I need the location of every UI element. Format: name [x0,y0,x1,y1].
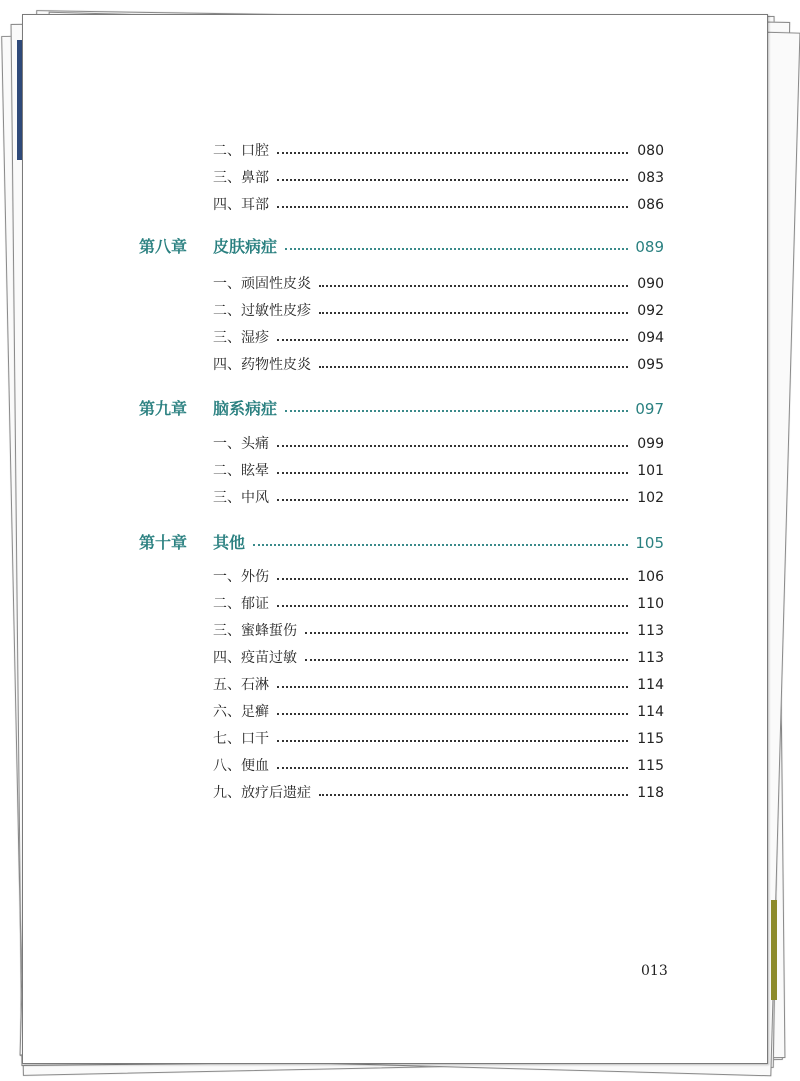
leader-dots [277,605,628,607]
toc-entry-label: 五、石淋 [213,674,275,696]
chapter-page-number: 089 [635,238,664,256]
toc-entry-row [23,701,767,723]
chapter-number: 第九章 [139,399,188,418]
leader-dots [305,659,628,661]
chapter-page-number: 105 [635,534,664,552]
leader-dots [277,767,628,769]
toc-entry-page-number: 102 [637,490,664,506]
toc-entry-page-number: 114 [637,704,664,720]
leader-dots [319,312,628,314]
toc-entry-page-number: 090 [637,276,664,292]
toc-entry-page-number: 106 [637,569,664,585]
leader-dots [319,285,628,287]
toc-entry-label: 二、郁证 [213,593,275,615]
toc-entry-row [23,300,767,322]
leader-dots [277,472,628,474]
toc-entry-label: 二、口腔 [213,140,275,162]
toc-entry-label: 一、头痛 [213,433,275,455]
toc-entry-page-number: 083 [637,170,664,186]
leader-dots [277,740,628,742]
leader-dots [277,713,628,715]
toc-entry-label: 八、便血 [213,755,275,777]
toc-entry-page-number: 101 [637,463,664,479]
chapter-number: 第十章 [139,533,188,552]
toc-entry-label: 六、足癣 [213,701,275,723]
toc-entry-page-number: 115 [637,731,664,747]
toc-entry-page-number: 118 [637,785,664,801]
toc-entry-row [23,354,767,376]
leader-dots [277,339,628,341]
toc-entry-label: 七、口干 [213,728,275,750]
toc-entry-label: 三、中风 [213,487,275,509]
leader-dots [305,632,628,634]
toc-chapter-row [23,397,767,419]
toc-entry-row [23,620,767,642]
leader-dots [319,366,628,368]
toc-entry-label: 三、湿疹 [213,327,275,349]
toc-entry-label: 九、放疗后遗症 [213,782,317,804]
toc-entry-page-number: 080 [637,143,664,159]
toc-entry-label: 二、过敏性皮疹 [213,300,317,322]
toc-entry-label: 四、疫苗过敏 [213,647,303,669]
toc-entry-page-number: 095 [637,357,664,373]
leader-dots [277,206,628,208]
toc-entry-page-number: 086 [637,197,664,213]
leader-dots [285,410,628,412]
toc-chapter-row [23,531,767,553]
toc-entry-label: 一、顽固性皮炎 [213,273,317,295]
leader-dots [277,445,628,447]
leader-dots [285,248,628,250]
chapter-number: 第八章 [139,237,188,256]
chapter-title: 皮肤病症 [213,237,278,256]
toc-entry-row [23,327,767,349]
toc-entry-row [23,674,767,696]
toc-entry-label: 二、眩晕 [213,460,275,482]
toc-entry-row [23,755,767,777]
toc-entry-page-number: 113 [637,623,664,639]
toc-page [22,14,768,1064]
toc-entry-label: 三、鼻部 [213,167,275,189]
toc-entry-label: 四、药物性皮炎 [213,354,317,376]
toc-entry-row [23,460,767,482]
toc-entry-page-number: 110 [637,596,664,612]
toc-entry-row [23,728,767,750]
toc-entry-page-number: 113 [637,650,664,666]
leader-dots [253,544,628,546]
chapter-title: 脑系病症 [213,399,278,418]
toc-entry-label: 三、蜜蜂蜇伤 [213,620,303,642]
toc-entry-page-number: 115 [637,758,664,774]
cover-edge [771,900,777,1000]
toc-entry-page-number: 094 [637,330,664,346]
toc-entry-row [23,487,767,509]
page-number: 013 [641,963,668,979]
toc-chapter-row [23,235,767,257]
leader-dots [277,499,628,501]
leader-dots [277,179,628,181]
toc-entry-page-number: 099 [637,436,664,452]
toc-entry-label: 四、耳部 [213,194,275,216]
chapter-page-number: 097 [635,400,664,418]
chapter-title: 其他 [213,533,246,552]
leader-dots [277,152,628,154]
toc-entry-row [23,194,767,216]
toc-entry-row [23,593,767,615]
leader-dots [277,578,628,580]
toc-entry-page-number: 114 [637,677,664,693]
leader-dots [319,794,628,796]
toc-entry-row [23,782,767,804]
toc-entry-row [23,167,767,189]
toc-entry-page-number: 092 [637,303,664,319]
toc-entry-row [23,433,767,455]
toc-entry-row [23,140,767,162]
toc-entry-row [23,273,767,295]
toc-entry-row [23,647,767,669]
leader-dots [277,686,628,688]
toc-entry-row [23,566,767,588]
toc-entry-label: 一、外伤 [213,566,275,588]
